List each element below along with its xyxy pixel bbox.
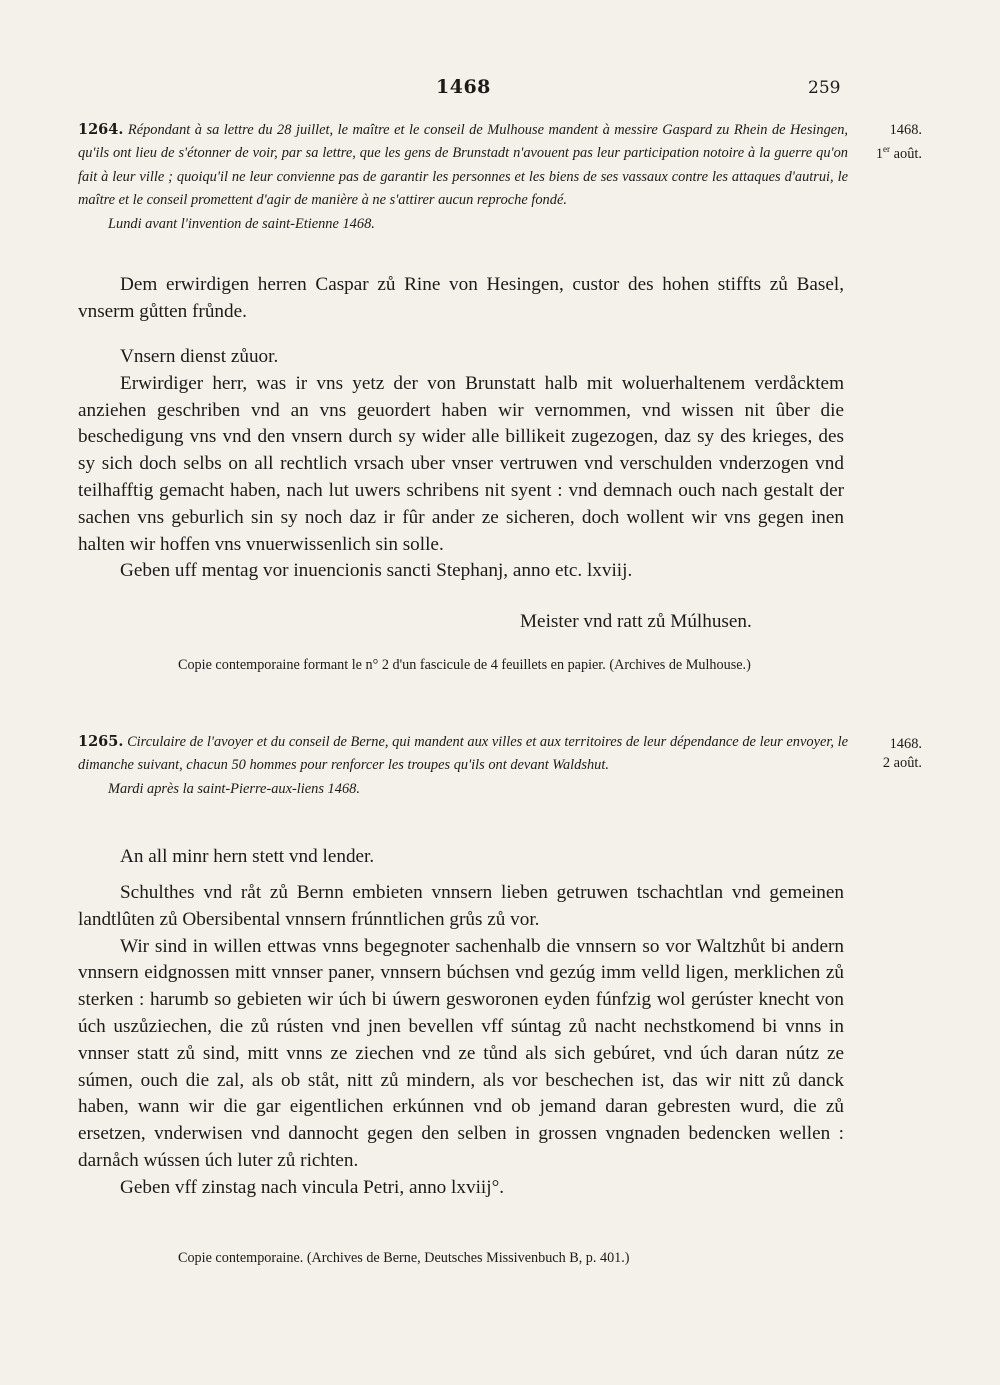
entry-1264-signature: Meister vnd ratt zů Múlhusen. [520,611,752,632]
entry-number: 1264. [78,121,124,138]
entry-1265-margin-date [852,735,922,773]
entry-1265-letter [78,880,844,1202]
summary-text: Répondant à sa lettre du 28 juillet, le maître et le conseil de Mulhouse mandent à messire Gaspard zu Rhein de Hesingen, qu'ils ont lieu de s'étonner de voir, par sa lettre, que les gens de Brunstadt n'avouent pas leur participation notoire à la guerre qu'on fait à leur ville ; quoiqu'il ne leur convienne pas de garantir les personnes et les biens de ses vassaux contre les attaques d'autrui, le maître et le conseil promettent d'agir de manière à ne s'attirer aucun reproche fondé. [78,122,848,209]
entry-1265-address: An all minr hern stett vnd lender. [120,846,375,867]
page-number: 259 [808,78,841,98]
entry-number: 1265. [78,733,124,750]
letter-greeting: Vnsern dienst zůuor. [120,346,279,367]
running-head-year: 1468 [436,76,491,98]
entry-1265-source-note: Copie contemporaine. (Archives de Berne, Deutsches Missivenbuch B, p. 401.) [178,1250,630,1266]
summary-text: Circulaire de l'avoyer et du conseil de Berne, qui mandent aux villes et aux territoires de leur dépendance de leur envoyer, le dimanche suivant, chacun 50 hommes pour renforcer les troupes qu'ils ont devant Waldshut. [78,734,848,774]
entry-1264-margin-date [852,121,922,164]
letter-closing: Geben vff zinstag nach vincula Petri, anno lxviij°. [120,1176,505,1198]
entry-1265-summary [78,730,848,778]
letter-text: Erwirdiger herr, was ir vns yetz der von Brunstatt halb mit woluerhaltenem verdåcktem anziehen geschriben vnd an vns geuordert haben wir vernommen, vnd wissen nit ûber die beschedigung vns vnd den vnsern durch sy wider alle billikeit zugezogen, daz sy des krieges, des sy sich doch selbs on all rechtlich vrsach uber vnser vertruwen vnd verschulden vnderzogen vnd teilhafftig gemacht haben, nach lut uwers schribens nit syent : vnd demnach ouch nach gestalt der sachen vns geburlich sin sy noch daz ir fûr ander ze sicheren, doch wollent wir vns gegen inen halten wir hoffen vns vnuerwissenlich sin solle. [78,372,844,555]
letter-text-1: Schulthes vnd råt zů Bernn embieten vnnsern lieben getruwen tschachtlan vnd gemeinen landtlûten zů Obersibental vnnsern frúnntlichen grůs zů vor. [78,882,844,930]
entry-1264-dateline: Lundi avant l'invention de saint-Etienne 1468. [108,215,375,232]
entry-1264-source-note: Copie contemporaine formant le n° 2 d'un fascicule de 4 feuillets en papier. (Archives de Mulhouse.) [178,657,751,673]
margin-year: 1468. [889,122,922,138]
margin-day: 2 août. [882,755,922,771]
entry-1264-summary [78,118,848,213]
margin-day: 1er août. [875,144,922,162]
entry-1265-summary-block [78,730,848,801]
margin-year: 1468. [889,736,922,752]
letter-text-2: Wir sind in willen ettwas vnns begegnoter sachenhalb die vnnsern so vor Waltzhůt bi andern vnnsern eidgnossen mitt vnnser paner, vnnsern búchsen vnd gezúg imm velld ligen, merklichen zů sterken : harumb so gebieten wir úch bi úwern gesworonen eyden fúnfzig wol gerúster knecht von úch uszůziechen, die zů rústen vnd jnen bevellen vff súntag zů nacht nechstkomend bi vnns in vnnser statt zů sind, mitt vnns ze ziechen vnd ze tůnd als sich gebúret, vnd úch daran nútz ze súmen, ouch die zal, als ob ståt, nitt zů mindern, als vor beschechen ist, das wir nitt zů danck haben, wann wir die gar eigentlichen erkúnnen vnd ob jemand daran gebresten wurd, die zů ersetzen, vnderwisen vnd dannocht gegen den selben in grossen vngnaden bedencken wellen : darnåch wússen úch luter zů richten. [78,935,844,1171]
letter-closing: Geben uff mentag vor inuencionis sancti Stephanj, anno etc. lxviij. [120,560,633,582]
entry-1264-letter [78,344,844,585]
entry-1265-dateline: Mardi après la saint-Pierre-aux-liens 1468. [108,780,360,797]
running-head [0,76,1000,104]
entry-1264-address: Dem erwirdigen herren Caspar zů Rine von Hesingen, custor des hohen stiffts zů Basel, vnserm gůtten frůnde. [78,274,844,322]
entry-1264-summary-block [78,118,848,236]
